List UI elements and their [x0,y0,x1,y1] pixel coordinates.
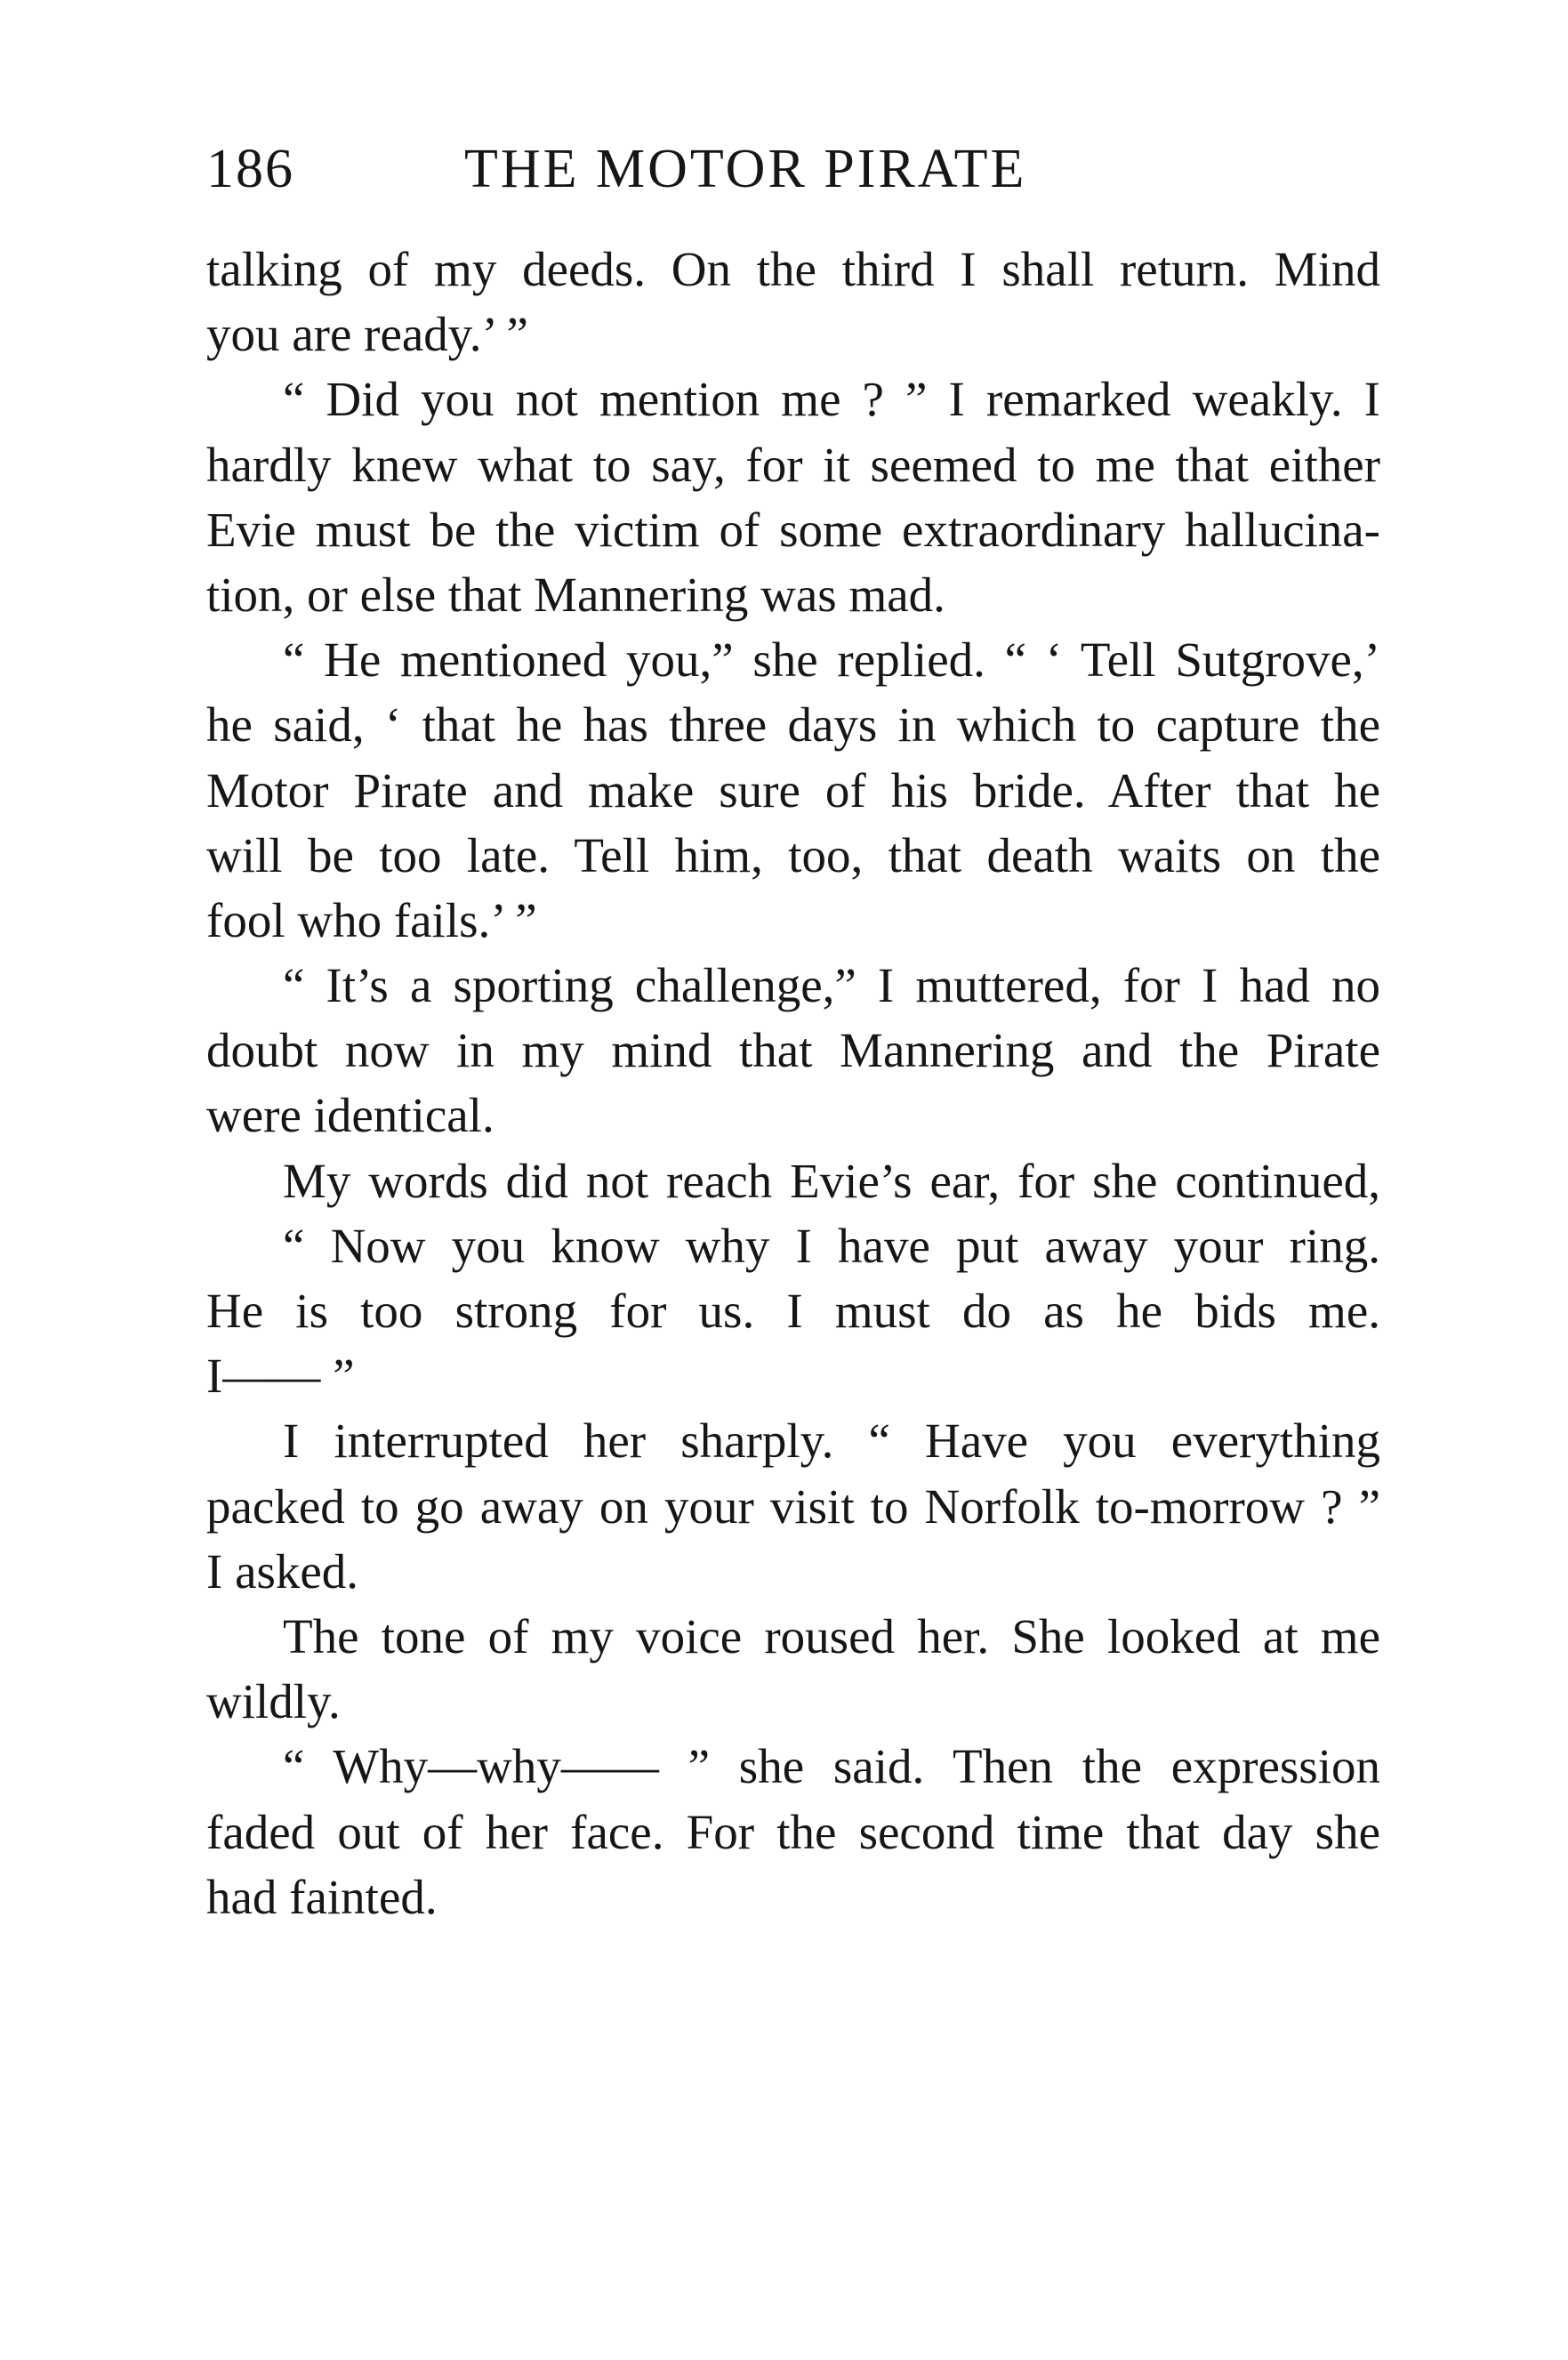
text-line: “ It’s a sporting challenge,” I muttered, for I had no [283,958,1380,1013]
text-line: “ Did you not mention me ? ” I remarked weakly. I [283,372,1380,427]
text-line: “ Why—why—— ” she said. Then the expression [283,1739,1380,1794]
text-line: were identical. [206,1088,495,1143]
text-line: packed to go away on your visit to Norfolk to-morrow ? ” [206,1478,1380,1534]
text-line: Evie must be the victim of some extraordinary hallucina- [206,502,1380,557]
text-line: He is too strong for us. I must do as he bids me. [206,1284,1380,1338]
text-line: fool who fails.’ ” [206,892,537,947]
text-line: I—— ” [206,1349,355,1404]
running-head [206,133,1380,205]
text-line: Motor Pirate and make sure of his bride. After that he [206,762,1380,818]
text-line: hardly knew what to say, for it seemed to me that either [206,437,1380,492]
text-line: had fainted. [206,1869,438,1924]
text-line: The tone of my voice roused her. She looked at me [283,1608,1380,1663]
text-line: My words did not reach Evie’s ear, for she continued, [283,1153,1380,1208]
text-line: doubt now in my mind that Mannering and the Pirate [206,1023,1380,1078]
text-line: you are ready.’ ” [206,307,528,362]
text-line: talking of my deeds. On the third I shall return. Mind [206,242,1380,296]
text-line: will be too late. Tell him, too, that death waits on the [206,827,1380,882]
page-number: 186 [206,139,294,199]
text-line: wildly. [206,1674,341,1729]
text-line: I interrupted her sharply. “ Have you everything [283,1414,1380,1469]
text-line: he said, ‘ that he has three days in which to capture the [206,697,1380,753]
text-line: I asked. [206,1543,359,1599]
text-line: “ Now you know why I have put away your ring. [283,1218,1380,1273]
text-line: faded out of her face. For the second time that day she [206,1804,1380,1859]
body-text [206,237,1380,1929]
text-line: tion, or else that Mannering was mad. [206,567,945,622]
running-title: THE MOTOR PIRATE [464,139,1027,199]
text-line: “ He mentioned you,” she replied. “ ‘ Tell Sutgrove,’ [283,632,1380,688]
